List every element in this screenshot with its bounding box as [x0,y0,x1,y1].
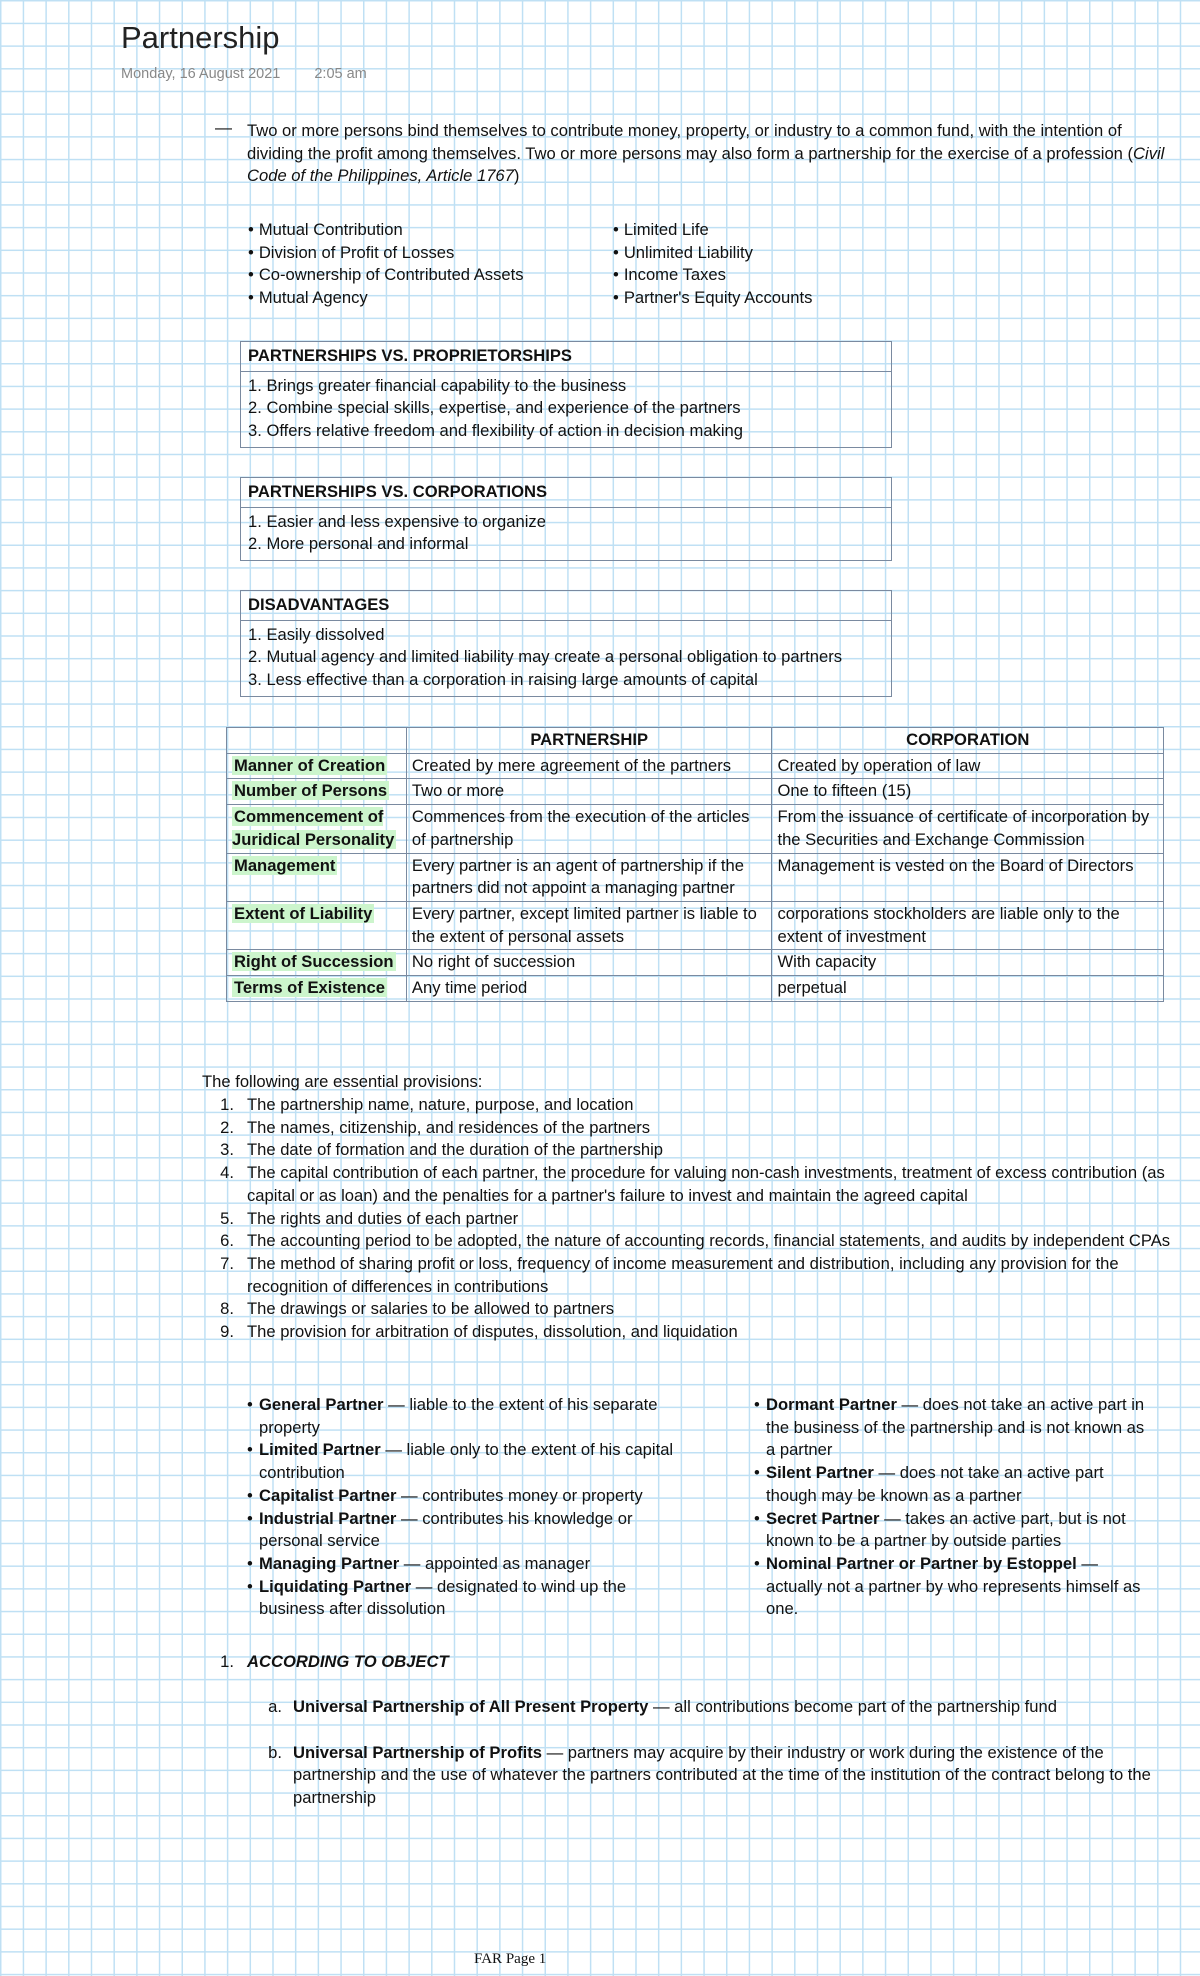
term-desc: — partners may acquire by their industry or work during the existence of the partnership and the use of whatever the partners contributed at the time of the institution of the contract belong to the partnership [293,1742,1151,1808]
list-item [754,1553,1154,1621]
table-cell: Commences from the execution of the articles of partnership [406,805,772,853]
row-label: Management [234,855,336,875]
list-item [754,1508,1154,1553]
item-text: The names, citizenship, and residences of the partners [247,1117,651,1137]
term-desc: — liable only to the extent of his capital contribution [259,1440,674,1483]
list-item [247,1508,677,1553]
table-row [227,779,1164,805]
list-item [754,1462,1154,1507]
box-item: 1. Easily dissolved [248,624,385,644]
list-item [202,1742,1177,1810]
term-desc: — liable to the extent of his separate property [259,1395,658,1437]
item-number: 7. [220,1253,234,1273]
box-heading: PARTNERSHIPS VS. CORPORATIONS [241,478,891,508]
item-number: 1. [220,1095,234,1114]
definition-close: ) [513,166,520,186]
box-body [241,621,891,696]
list-item: • Mutual Contribution [248,219,524,242]
table-cell: One to fifteen (15) [772,779,1164,805]
table-cell: perpetual [772,976,1164,1002]
term-desc: — contributes money or property [396,1485,643,1505]
partner-types-left [247,1394,677,1621]
item-text: The method of sharing profit or loss, frequency of income measurement and distribution, including any provision for the recognition of differences in contributions [247,1253,1119,1296]
page-footer: FAR Page 1 [474,1951,547,1967]
list-item [754,1394,1154,1462]
table-header: CORPORATION [772,728,1164,754]
item-letter: b. [268,1742,282,1762]
list-item [202,1696,1177,1719]
term: Secret Partner [766,1508,880,1528]
list-item [247,1439,677,1484]
row-label-cell [227,901,407,949]
table-cell: Every partner is an agent of partnership if the partners did not appoint a managing partner [406,853,772,901]
term-desc: — all contributions become part of the partnership fund [648,1697,1057,1717]
item-number: 8. [220,1299,234,1319]
table-cell: Created by operation of law [772,753,1164,779]
item-letter: a. [268,1697,282,1717]
list-item [202,1117,1177,1140]
item-text: The accounting period to be adopted, the nature of accounting records, financial statements, and audits by independent CPAs [247,1231,1171,1251]
item-number: 9. [220,1322,234,1342]
term-desc: — appointed as manager [399,1553,591,1573]
row-label: Right of Succession [234,952,394,972]
term: Silent Partner [766,1463,874,1483]
definition-dash: — [215,118,232,137]
table-cell: Any time period [406,976,772,1002]
box-body [241,508,891,560]
item-number: 3. [220,1140,234,1160]
row-label-cell [227,950,407,976]
list-item: • Division of Profit of Losses [248,242,524,265]
term: Liquidating Partner [259,1576,412,1596]
classification-heading-row [202,1651,1177,1674]
box-item: 2. Combine special skills, expertise, and experience of the partners [248,398,741,418]
list-item [247,1394,677,1439]
partner-types-right [754,1394,1154,1621]
row-label: Manner of Creation [234,755,386,775]
list-item: • Partner's Equity Accounts [613,287,812,310]
table-header [227,728,407,754]
box-item: 2. More personal and informal [248,534,469,554]
provisions-list [202,1094,1177,1344]
box-item: 1. Brings greater financial capability to the business [248,375,627,395]
box-heading: PARTNERSHIPS VS. PROPRIETORSHIPS [241,342,891,372]
table-row [227,853,1164,901]
table-cell: No right of succession [406,950,772,976]
box-item: 3. Less effective than a corporation in raising large amounts of capital [248,670,758,690]
list-item [202,1162,1177,1207]
table-header-row [227,728,1164,754]
definition-paragraph [247,120,1175,188]
item-text: The rights and duties of each partner [247,1208,519,1228]
classification-heading: ACCORDING TO OBJECT [247,1652,449,1671]
list-item [247,1576,677,1621]
table-row [227,901,1164,949]
definition-citation: Civil Code of the Philippines, Article 1767 [247,143,1165,186]
list-item [202,1208,1177,1231]
table-cell: Created by mere agreement of the partners [406,753,772,779]
term-desc: — does not take an active part though may be known as a partner [766,1463,1104,1505]
box-vs-corporations [240,477,892,561]
list-item [202,1094,1177,1117]
term: Dormant Partner [766,1395,897,1414]
row-label-cell [227,779,407,805]
term-desc: — contributes his knowledge or personal service [259,1508,633,1551]
list-item: • Unlimited Liability [613,242,812,265]
table-cell: From the issuance of certificate of incorporation by the Securities and Exchange Commission [772,805,1164,853]
item-text: The date of formation and the duration of the partnership [247,1140,664,1160]
list-item: • Limited Life [613,219,812,242]
table-cell: With capacity [772,950,1164,976]
item-number: 4. [220,1163,234,1183]
comparison-table [226,727,1164,1002]
term-desc: — takes an active part, but is not known to be a partner by outside parties [766,1508,1126,1551]
table-row [227,976,1164,1002]
term: Universal Partnership of All Present Property [293,1697,649,1717]
table-row [227,950,1164,976]
box-item: 2. Mutual agency and limited liability may create a personal obligation to partners [248,647,843,667]
item-text: The provision for arbitration of disputes, dissolution, and liquidation [247,1322,738,1342]
term: Capitalist Partner [259,1485,397,1505]
table-cell: Two or more [406,779,772,805]
list-item: • Mutual Agency [248,287,524,310]
table-header: PARTNERSHIP [406,728,772,754]
box-body [241,372,891,447]
term: Limited Partner [259,1440,381,1460]
row-label: Number of Persons [234,781,388,801]
term-desc: — designated to wind up the business after dissolution [259,1576,627,1619]
table-cell: Management is vested on the Board of Directors [772,853,1164,901]
box-item: 3. Offers relative freedom and flexibility of action in decision making [248,421,743,441]
term-desc: — actually not a partner by who represents himself as one. [766,1553,1141,1619]
table-row [227,753,1164,779]
table-cell: corporations stockholders are liable only to the extent of investment [772,901,1164,949]
item-text: The drawings or salaries to be allowed to partners [247,1299,615,1319]
page-title: Partnership [121,20,280,55]
list-item: • Income Taxes [613,264,812,287]
row-label-cell [227,753,407,779]
list-item: • Co-ownership of Contributed Assets [248,264,524,287]
list-item [202,1139,1177,1162]
list-item [202,1321,1177,1344]
date-text: Monday, 16 August 2021 [121,66,281,82]
characteristics-left [248,219,524,310]
term-desc: — does not take an active part in the business of the partnership and is not known as a partner [766,1395,1145,1460]
row-label: Terms of Existence [234,978,385,998]
item-text: The partnership name, nature, purpose, and location [247,1095,634,1114]
box-heading: DISADVANTAGES [241,591,891,621]
term: Managing Partner [259,1553,400,1573]
row-label: Extent of Liability [234,903,373,923]
term: Universal Partnership of Profits [293,1742,542,1762]
list-item [202,1230,1177,1253]
item-number: 6. [220,1231,234,1251]
time-text: 2:05 am [314,66,367,82]
classification-section [202,1651,1177,1810]
list-item [247,1485,677,1508]
list-item [247,1553,677,1576]
characteristics-right [613,219,812,310]
row-label: Commencement of Juridical Personality [232,807,395,849]
term: Nominal Partner or Partner by Estoppel [766,1553,1077,1573]
row-label-cell [227,805,407,853]
definition-text: Two or more persons bind themselves to contribute money, property, or industry to a common fund, with the intention of dividing the profit among themselves. Two or more persons may also form a partnership for the exercise of a profession ( [247,121,1134,163]
item-number: 5. [220,1208,234,1228]
provisions-intro: The following are essential provisions: [202,1072,483,1091]
item-text: The capital contribution of each partner, the procedure for valuing non-cash investments, treatment of excess contribution (as capital or as loan) and the penalties for a partner's failure to invest and maintain the agreed capital [247,1163,1165,1205]
list-item [202,1298,1177,1321]
box-vs-proprietorships [240,341,892,448]
box-disadvantages [240,590,892,697]
row-label-cell [227,976,407,1002]
term: General Partner [259,1395,384,1414]
row-label-cell [227,853,407,901]
item-number: 1. [220,1652,234,1671]
table-row [227,805,1164,853]
box-item: 1. Easier and less expensive to organize [248,511,546,531]
term: Industrial Partner [259,1508,397,1528]
table-cell: Every partner, except limited partner is liable to the extent of personal assets [406,901,772,949]
page-date [121,66,401,82]
list-item [202,1253,1177,1298]
item-number: 2. [220,1117,234,1137]
